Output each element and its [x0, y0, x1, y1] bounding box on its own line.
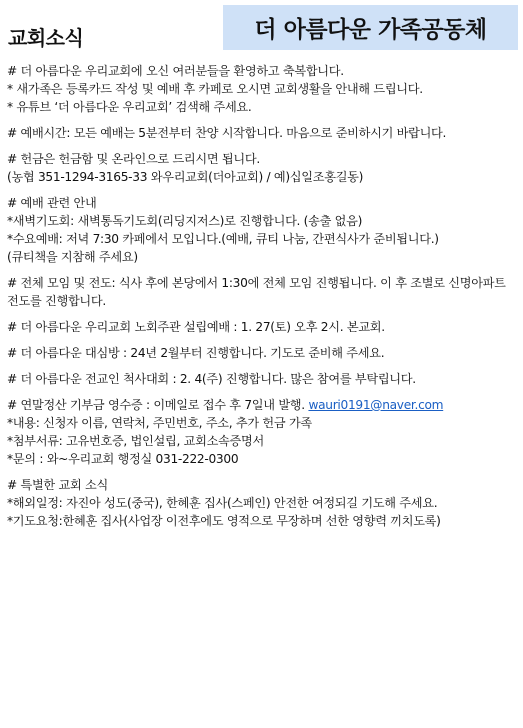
founding-service-section: [7, 318, 517, 336]
worship-info-heading: # 예배 관련 안내: [7, 196, 97, 210]
visitation-section: [7, 344, 517, 362]
meeting-section: [7, 274, 517, 310]
receipt-heading: [7, 396, 517, 414]
receipt-attachments: *첨부서류: 고유번호증, 법인설립, 교회소속증명서: [7, 434, 264, 448]
overseas-schedule-text: *해외일정: 자진아 성도(중국), 한혜훈 집사(스페인) 안전한 여정되길 기도해 주세요.: [7, 496, 438, 510]
special-news-heading: # 특별한 교회 소식: [7, 478, 108, 492]
offering-section: [7, 150, 517, 186]
yut-contest-text: # 더 아름다운 전교인 척사대회 : 2. 4(주) 진행합니다. 많은 참여를 부탁립니다.: [7, 372, 416, 386]
offering-account: (농협 351-1294-3165-33 와우리교회(더아교회) / 예)십일조홍길동): [7, 170, 364, 184]
prayer-request-text: *기도요청:한혜훈 집사(사업장 이전후에도 영적으로 무장하며 선한 영향력 끼치도록): [7, 514, 441, 528]
receipt-contact: *문의 : 와~우리교회 행정실 031-222-0300: [7, 452, 239, 466]
receipt-email-link[interactable]: wauri0191@naver.com: [308, 398, 444, 412]
welcome-section: [7, 62, 517, 116]
visitation-text: # 더 아름다운 대심방 : 24년 2월부터 진행합니다. 기도로 준비해 주세요.: [7, 346, 385, 360]
welcome-new-family: * 새가족은 등록카드 작성 및 예배 후 카페로 오시면 교회생활을 안내해 드립니다.: [7, 82, 423, 96]
yut-contest-section: [7, 370, 517, 388]
welcome-youtube: * 유튜브 ‘더 아름다운 우리교회’ 검색해 주세요.: [7, 100, 252, 114]
worship-time-section: [7, 124, 517, 142]
banner-title: 더 아름다운 가족공동체: [223, 5, 518, 50]
news-content: [7, 62, 517, 530]
page-title: 교회소식: [8, 26, 84, 50]
receipt-section: [7, 396, 517, 468]
founding-service-text: # 더 아름다운 우리교회 노회주관 설립예배 : 1. 27(토) 오후 2시. 본교회.: [7, 320, 385, 334]
welcome-heading: # 더 아름다운 우리교회에 오신 여러분들을 환영하고 축복합니다.: [7, 64, 344, 78]
receipt-contents: *내용: 신청자 이름, 연락처, 주민번호, 주소, 추가 헌금 가족: [7, 416, 312, 430]
receipt-heading-text: # 연말정산 기부금 영수증 : 이메일로 접수 후 7일내 발행.: [7, 398, 309, 412]
wednesday-worship-text: *수요예배: 저녁 7:30 카페에서 모입니다.(예배, 큐티 나눔, 간편식사가 준비됩니다.): [7, 232, 439, 246]
dawn-prayer-text: *새벽기도회: 새벽통독기도회(리딩지저스)로 진행합니다. (송출 없음): [7, 214, 363, 228]
qt-book-note: (큐티책을 지참해 주세요): [7, 250, 138, 264]
worship-time-text: # 예배시간: 모든 예배는 5분전부터 찬양 시작합니다. 마음으로 준비하시기 바랍니다.: [7, 126, 447, 140]
special-news-section: [7, 476, 517, 530]
offering-heading: # 헌금은 헌금함 및 온라인으로 드리시면 됩니다.: [7, 152, 260, 166]
meeting-text: # 전체 모임 및 전도: 식사 후에 본당에서 1:30에 전체 모임 진행됩니다. 이 후 조별로 신명아파트 전도를 진행합니다.: [7, 276, 506, 308]
worship-info-section: [7, 194, 517, 266]
